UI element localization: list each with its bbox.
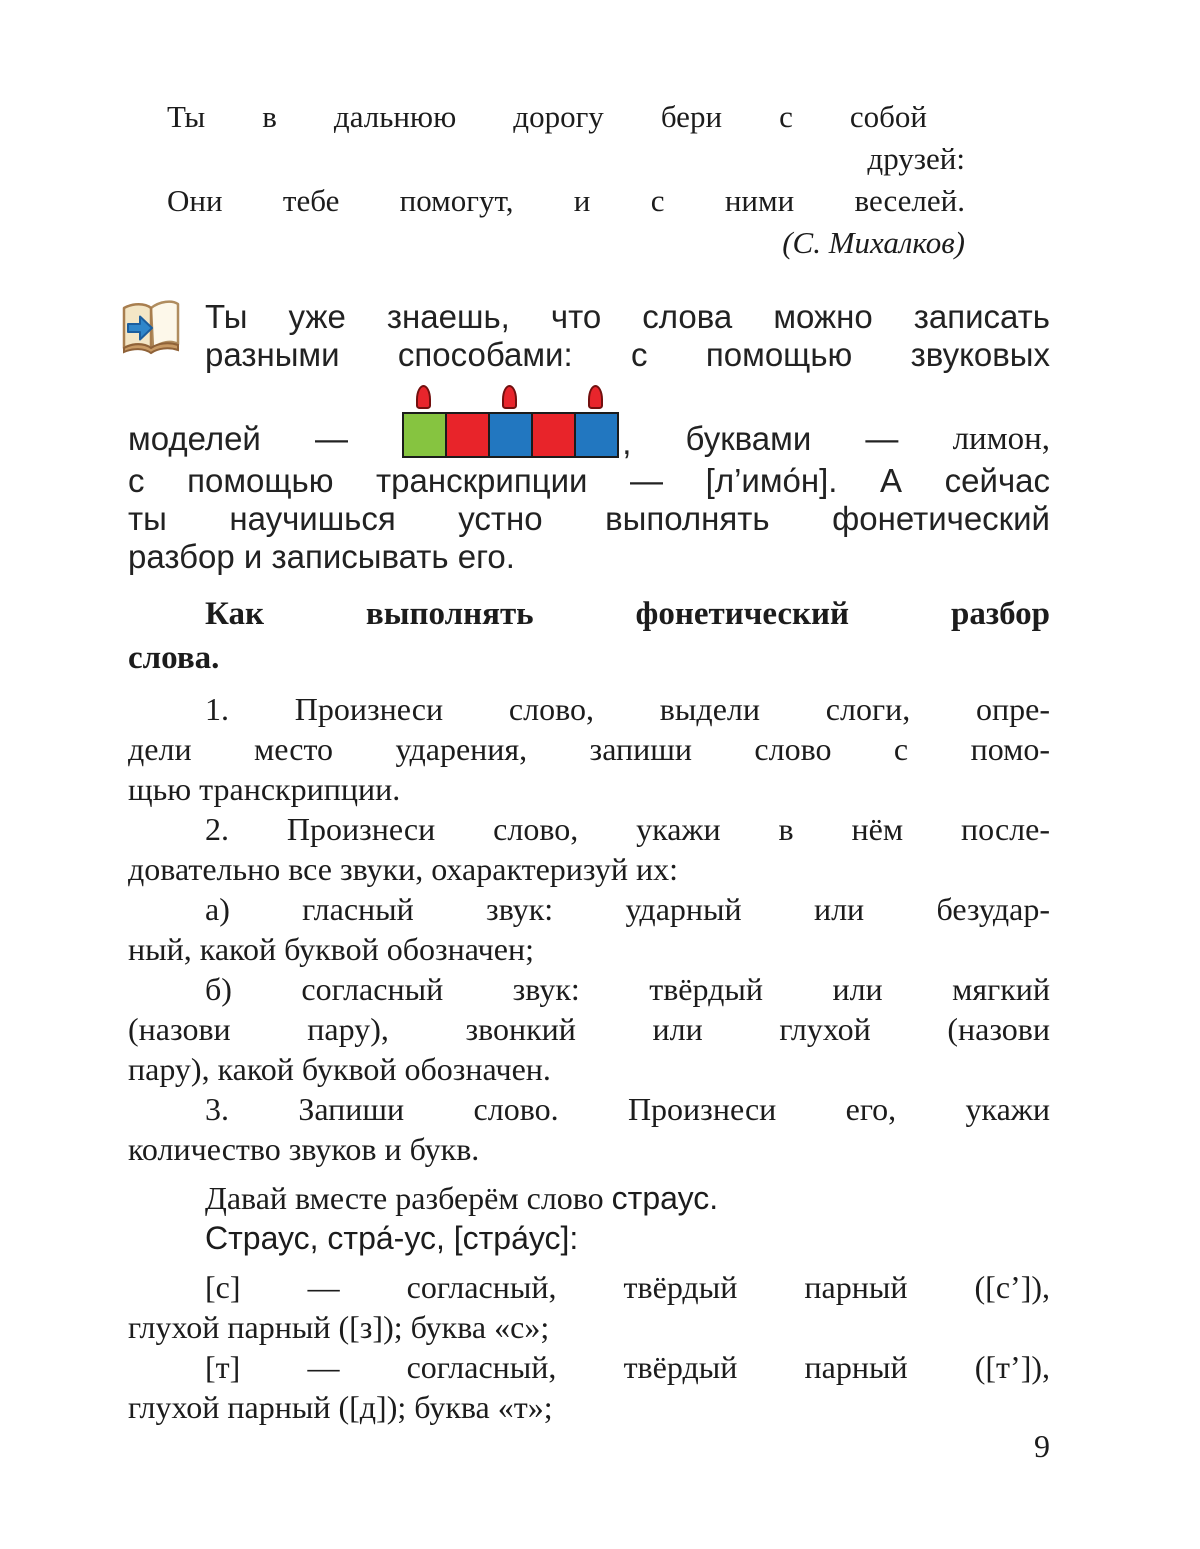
dash: — <box>315 420 349 457</box>
example-block <box>128 1178 1050 1427</box>
example-line: [т] — согласный, твёрдый парный ([т’]), <box>205 1349 1050 1385</box>
page-number: 9 <box>1034 1428 1050 1464</box>
step-line: а) гласный звук: ударный или безудар- <box>205 891 1050 927</box>
bell-icon <box>588 385 603 409</box>
bell-slot <box>531 383 574 409</box>
bell-slot <box>488 383 531 409</box>
intro-line: с помощью транскрипции — [л’имо́н]. А сейчас <box>128 462 1050 499</box>
intro-line: Ты уже знаешь, что слова можно записать <box>205 298 1050 335</box>
model-sentence-line <box>128 383 1050 461</box>
open-book-arrow-icon <box>118 296 184 362</box>
intro-paragraph <box>128 298 1050 576</box>
example-line: глухой парный ([д]); буква «т»; <box>128 1389 553 1425</box>
heading-line: Как выполнять фонетический разбор <box>205 596 1050 632</box>
step-line: количество звуков и букв. <box>128 1131 480 1167</box>
step-line: довательно все звуки, охарактеризуй их: <box>128 851 678 887</box>
step-line: б) согласный звук: твёрдый или мягкий <box>205 971 1050 1007</box>
voiced-bell-icons <box>402 383 619 409</box>
model-line-word-lemon: лимон, <box>952 421 1050 457</box>
step-line: 3. Запиши слово. Произнеси его, укажи <box>205 1091 1050 1127</box>
poem-line: Они тебе помогут, и с ними веселей. <box>167 183 965 218</box>
sound-model <box>402 383 632 461</box>
bell-icon <box>416 385 431 409</box>
step-line: ный, какой буквой обозначен; <box>128 931 534 967</box>
intro-line: разбор и записывать его. <box>128 538 515 575</box>
page-content <box>128 0 1050 1427</box>
step-line: щью транскрипции. <box>128 771 401 807</box>
model-comma: , <box>622 424 632 461</box>
bell-slot <box>574 383 617 409</box>
step-line: (назови пару), звонкий или глухой (назови <box>128 1011 1050 1047</box>
step-line: 2. Произнеси слово, укажи в нём после- <box>205 811 1050 847</box>
sound-square-blue <box>574 412 619 458</box>
step-line: пару), какой буквой обозначен. <box>128 1051 551 1087</box>
model-line-word: буквами <box>685 420 812 457</box>
example-lead-line <box>128 1178 1050 1218</box>
sound-square-green <box>402 412 447 458</box>
model-line-word: моделей <box>128 420 261 457</box>
sound-square-red <box>445 412 490 458</box>
heading-line: слова. <box>128 640 220 676</box>
poem-attribution: (С. Михалков) <box>782 225 965 260</box>
sound-square-red <box>531 412 576 458</box>
example-line: [с] — согласный, твёрдый парный ([с’]), <box>205 1269 1050 1305</box>
example-word-straus: страус. <box>611 1180 719 1216</box>
steps-list <box>128 689 1050 1169</box>
step-line: 1. Произнеси слово, выдели слоги, опре- <box>205 691 1050 727</box>
bell-slot <box>402 383 445 409</box>
dash: — <box>865 420 899 457</box>
intro-line: разными способами: с помощью звуковых <box>205 336 1050 373</box>
intro-line: ты научишься устно выполнять фонетический <box>128 500 1050 537</box>
section-heading <box>128 592 1050 680</box>
bell-slot <box>445 383 488 409</box>
example-line: глухой парный ([з]); буква «с»; <box>128 1309 550 1345</box>
sound-square-blue <box>488 412 533 458</box>
sound-squares <box>402 412 619 458</box>
step-line: дели место ударения, запиши слово с помо- <box>128 731 1050 767</box>
bell-icon <box>502 385 517 409</box>
example-lead-serif: Давай вместе разберём слово <box>205 1180 604 1216</box>
sound-model-graphic <box>402 383 619 458</box>
poem-block <box>167 96 965 264</box>
example-word-forms: Страус, стра́-ус, [стра́ус]: <box>205 1220 579 1256</box>
poem-line: Ты в дальнюю дорогу бери с собой <box>167 99 927 134</box>
poem-line: друзей: <box>867 141 965 176</box>
